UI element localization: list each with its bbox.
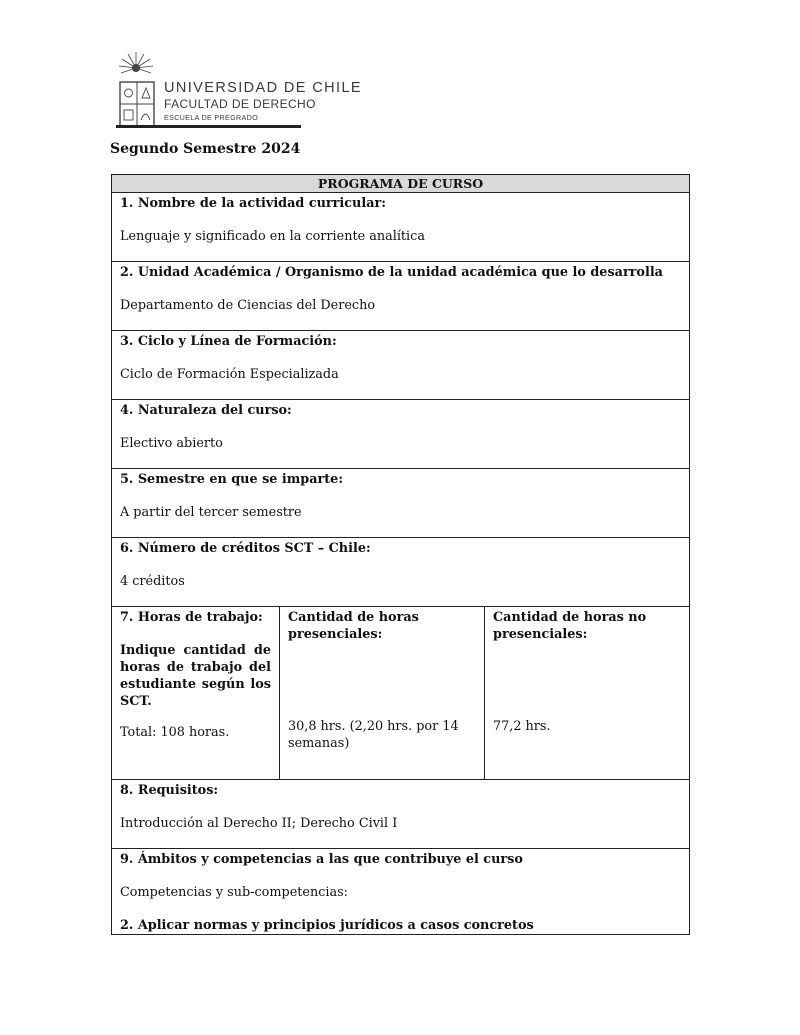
section-1-value: Lenguaje y significado en la corriente analítica	[120, 229, 425, 244]
logo-divider	[116, 125, 301, 128]
faculty-name: FACULTAD DE DERECHO	[164, 97, 316, 111]
section-3-label: 3. Ciclo y Línea de Formación:	[120, 334, 337, 349]
section-8-label: 8. Requisitos:	[120, 783, 219, 798]
semester-title: Segundo Semestre 2024	[110, 141, 301, 157]
nonpresential-hours-cell	[485, 607, 690, 780]
section-8	[112, 780, 690, 849]
section-2-label: 2. Unidad Académica / Organismo de la unidad académica que lo desarrolla	[120, 265, 663, 280]
section-7-total: Total: 108 horas.	[120, 725, 230, 740]
section-1	[112, 193, 690, 262]
program-title: PROGRAMA DE CURSO	[112, 175, 690, 193]
section-5-value: A partir del tercer semestre	[120, 505, 302, 520]
section-3	[112, 331, 690, 400]
section-8-value: Introducción al Derecho II; Derecho Civil I	[120, 816, 398, 831]
section-1-label: 1. Nombre de la actividad curricular:	[120, 196, 386, 211]
section-4	[112, 400, 690, 469]
section-2-value: Departamento de Ciencias del Derecho	[120, 298, 376, 313]
section-2	[112, 262, 690, 331]
section-6-value: 4 créditos	[120, 574, 185, 589]
section-9-label: 9. Ámbitos y competencias a las que contribuye el curso	[120, 852, 523, 867]
section-5-label: 5. Semestre en que se imparte:	[120, 472, 344, 487]
section-9	[112, 849, 690, 935]
course-program-table	[111, 174, 690, 935]
school-name: ESCUELA DE PREGRADO	[164, 113, 258, 122]
section-9-competency: 2. Aplicar normas y principios jurídicos a casos concretos	[120, 918, 534, 933]
section-7-instruction: Indique cantidad de horas de trabajo del estudiante según los SCT.	[120, 643, 271, 709]
section-4-label: 4. Naturaleza del curso:	[120, 403, 292, 418]
section-7-hours	[112, 607, 280, 780]
university-name: UNIVERSIDAD DE CHILE	[164, 80, 363, 96]
presential-hours-label: Cantidad de horas presenciales:	[288, 610, 419, 642]
nonpresential-hours-label: Cantidad de horas no presenciales:	[493, 610, 647, 642]
section-3-value: Ciclo de Formación Especializada	[120, 367, 339, 382]
section-9-subtitle: Competencias y sub-competencias:	[120, 885, 348, 900]
section-7-label: 7. Horas de trabajo:	[120, 610, 263, 625]
nonpresential-hours-value: 77,2 hrs.	[493, 719, 551, 734]
section-6	[112, 538, 690, 607]
presential-hours-value: 30,8 hrs. (2,20 hrs. por 14 semanas)	[288, 719, 459, 751]
section-4-value: Electivo abierto	[120, 436, 223, 451]
presential-hours-cell	[280, 607, 485, 780]
section-6-label: 6. Número de créditos SCT – Chile:	[120, 541, 371, 556]
section-5	[112, 469, 690, 538]
